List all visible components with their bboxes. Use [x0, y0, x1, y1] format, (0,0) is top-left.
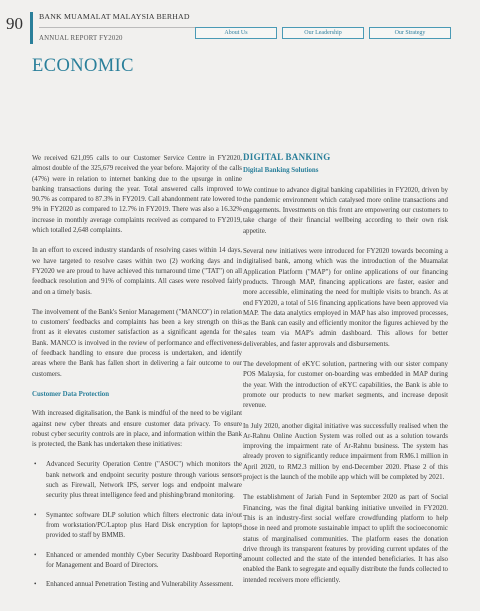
- page-header: [0, 0, 480, 50]
- list-item: [32, 551, 242, 572]
- list-item-text: Enhanced annual Penetration Testing and Vulnerability Assessment.: [46, 581, 234, 589]
- list-item-text: Enhanced or amended monthly Cyber Security Dashboard Reporting for Management and Board of Directors.: [46, 551, 242, 569]
- page-number: 90: [6, 14, 23, 33]
- paragraph: With increased digitalisation, the Bank is mindful of the need to be vigilant against new cyber threats and ensure customer data privacy. To ensure robust cyber security controls are in place, and information within the Bank is protected, the Bank has undertaken these initiatives:: [32, 410, 242, 449]
- right-column: [243, 152, 448, 596]
- paragraph: The involvement of the Bank's Senior Management ("MANCO") in relation to customers' feedbacks and complaints has been a key strength on this front as it elevates customer satisfaction as a significant agenda for the Bank. MANCO is involved in the review of performance and effectiveness of feedback handling to ensure due process is undertaken, and identify areas where the Bank has fallen short in delivering a fair outcome to our customers.: [32, 308, 242, 378]
- paragraph: In July 2020, another digital initiative was successfully realised when the Ar-Rahnu Online Auction System was rolled out as a solution towards improving the impairment rate of Ar-Rahnu business. The system has already proven to significantly reduce impairment from RM6.1 million in April 2020, to RM2.3 million by end-December 2020. Phase 2 of this project is the launch of the mobile app which will be completed by 2021.: [243, 422, 448, 482]
- list-item: [32, 511, 242, 542]
- bullet-icon: •: [34, 511, 37, 519]
- bullet-icon: •: [34, 461, 37, 469]
- initiatives-list: [32, 460, 242, 590]
- header-divider: [39, 27, 203, 28]
- report-name: ANNUAL REPORT FY2020: [39, 35, 123, 42]
- header-accent-bar: [30, 12, 33, 44]
- nav-our-leadership-button[interactable]: Our Leadership: [282, 27, 364, 39]
- section-subheading: Customer Data Protection: [32, 390, 110, 398]
- list-item: [32, 460, 242, 501]
- paragraph: The establishment of Jariah Fund in September 2020 as part of Social Financing, was the final digital banking initiative unveiled in FY2020. This is an industry-first social welfare crowdfunding platform to help those in need and promote sustainable impact to uplift the socioeconomic status of marginalised communities. The platform eases the donation drive through its transparent features by providing current updates of the amount collected and the state of the intended beneficiaries. It has also enabled the Bank to segregate and equally distribute the funds collected to intended receivers more efficiently.: [243, 494, 448, 584]
- bullet-icon: •: [34, 551, 37, 559]
- list-item-text: Symantec software DLP solution which filters electronic data in/out from workstation/PC/Laptop plus Hard Disk encryption for laptops provided to staff by BMMB.: [46, 511, 242, 540]
- nav-our-strategy-button[interactable]: Our Strategy: [369, 27, 451, 39]
- nav-about-us-button[interactable]: About Us: [195, 27, 277, 39]
- paragraph: We received 621,095 calls to our Customer Service Centre in FY2020, almost double of the 325,679 received the year before. Majority of the calls (47%) were in relation to internet banking due to the upsurge in online banking transactions during the year. Total answered calls improved to 90.7% as compared to 87.3% in FY2019. Call abandonment rate lowered to 9% in FY2020 as compared to 12.7% in FY2019. There was also a 16.32% increase in monthly average complaints received as compared to FY2019, which totalled 2,648 complaints.: [32, 155, 242, 235]
- paragraph: The development of eKYC solution, partnering with our sister company POS Malaysia, for customer on-boarding was embedded in MAP during the year. With the introduction of eKYC capabilities, the Bank is able to promote our products to new market segments, and increase deposit revenue.: [243, 361, 448, 410]
- header-nav: [195, 27, 451, 39]
- paragraph: In an effort to exceed industry standards of resolving cases within 14 days, we have targeted to resolve cases within two (2) working days and in FY2020 we are proud to have achieved this turnaround time ("TAT") on all feedback resolution and 91% of complaints. All cases were resolved fairly and on a timely basis.: [32, 247, 242, 296]
- left-column: [32, 154, 242, 599]
- list-item: [32, 580, 242, 590]
- list-item-text: Advanced Security Operation Centre ("ASOC") which monitors the bank network and endpoint security posture through various sensors such as Firewall, Network IPS, server logs and endpoint malware security plus threat intelligence feed and phishing/brand monitoring.: [46, 461, 242, 500]
- page-title: ECONOMIC: [32, 56, 134, 76]
- bullet-icon: •: [34, 581, 37, 589]
- bank-name: BANK MUAMALAT MALAYSIA BERHAD: [39, 12, 190, 21]
- section-subheading: Digital Banking Solutions: [243, 167, 319, 175]
- paragraph: We continue to advance digital banking capabilities in FY2020, driven by the pandemic environment which catalysed more online transactions and engagements. Investments on this front are empowering our customers to take charge of their financial wellbeing according to their own risk appetite.: [243, 186, 448, 235]
- section-heading: DIGITAL BANKING: [243, 152, 331, 162]
- paragraph: Several new initiatives were introduced for FY2020 towards becoming a digitalised bank, among which was the introduction of the Muamalat Application Platform ("MAP") for online applications of our financing products. Through MAP, financing applications are faster, easier and more accessible, eliminating the need for multiple visits to branch. As at end FY2020, a total of 516 financing applications have been approved via MAP. The data analytics employed in MAP has also improved processes, as the Bank can easily and efficiently monitor the figures achieved by the sales team via MAP's admin dashboard. This allows for better deliverables, and faster approvals and disbursements.: [243, 248, 448, 348]
